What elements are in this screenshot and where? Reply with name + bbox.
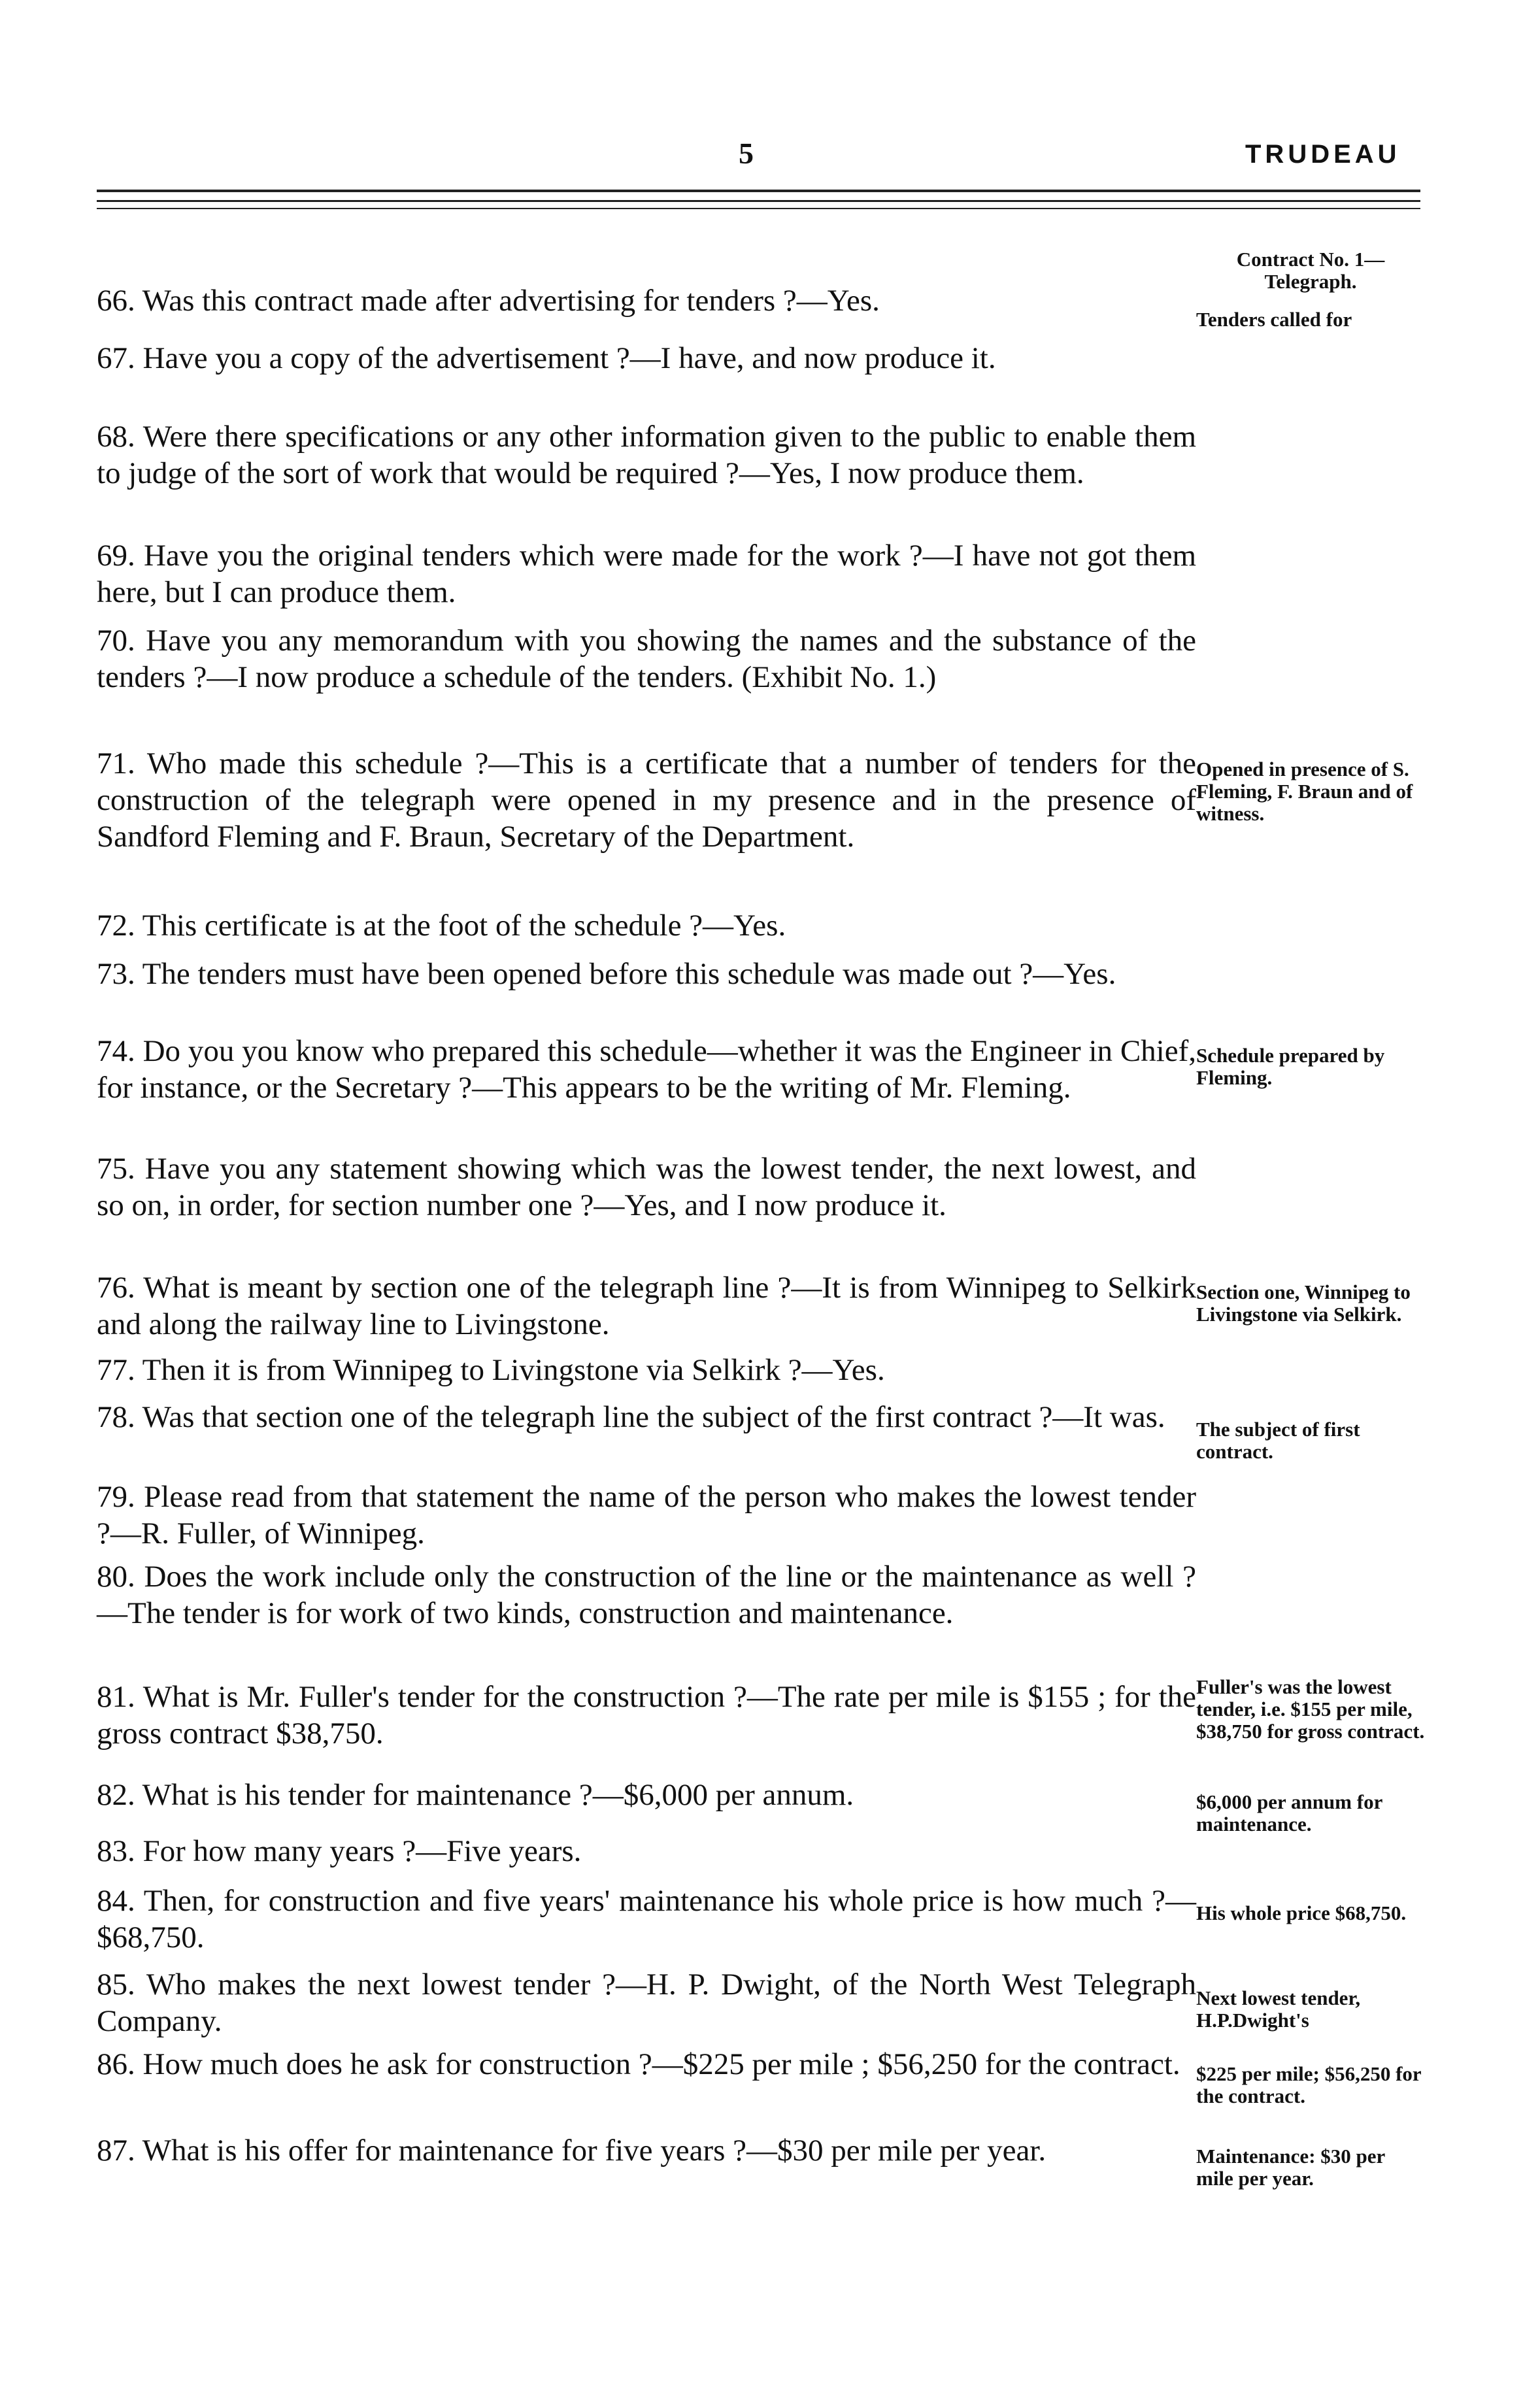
page-number: 5 xyxy=(739,137,754,170)
sidenote-section-one: Section one, Winnipeg to Livingstone via Selkirk. xyxy=(1196,1281,1411,1326)
question-text: For how many years ?—Five years. xyxy=(142,1834,582,1868)
question-number: 71. xyxy=(97,746,135,780)
question-86 xyxy=(97,2046,1196,2083)
question-number: 84. xyxy=(97,1884,135,1918)
sidenote-opened: Opened in presence of S. Fleming, F. Braun and of witness. xyxy=(1196,758,1413,825)
question-text: What is meant by section one of the telegraph line ?—It is from Winnipeg to Selkirk and along the railway line to Livingstone. xyxy=(97,1271,1196,1341)
header-rule xyxy=(97,200,1420,202)
question-text: Was this contract made after advertising for tenders ?—Yes. xyxy=(142,284,880,318)
question-75 xyxy=(97,1150,1196,1224)
question-number: 87. xyxy=(97,2134,135,2168)
question-77 xyxy=(97,1352,1196,1388)
question-number: 78. xyxy=(97,1400,135,1434)
question-number: 70. xyxy=(97,624,135,658)
sidenote-contract-heading: Contract No. 1—Telegraph. xyxy=(1236,248,1385,293)
question-number: 77. xyxy=(97,1353,135,1387)
question-text: Do you you know who prepared this schedule—whether it was the Engineer in Chief, for instance, or the Secretary ?—This appears to be the writing of Mr. Fleming. xyxy=(97,1034,1196,1105)
question-text: Who made this schedule ?—This is a certificate that a number of tenders for the construction of the telegraph were opened in my presence and in the presence of Sandford Fleming and F. Braun, Secretary of the Department. xyxy=(97,746,1197,854)
question-number: 75. xyxy=(97,1152,135,1186)
question-text: Does the work include only the construction of the line or the maintenance as well ?—The tender is for work of two kinds, construction and maintenance. xyxy=(97,1560,1196,1630)
question-text: What is his tender for maintenance ?—$6,000 per annum. xyxy=(142,1778,854,1812)
question-85 xyxy=(97,1966,1196,2039)
question-text: What is Mr. Fuller's tender for the construction ?—The rate per mile is $155 ; for the gross contract $38,750. xyxy=(97,1680,1196,1750)
question-text: Was that section one of the telegraph line the subject of the first contract ?—It was. xyxy=(142,1400,1165,1434)
header-rule xyxy=(97,208,1420,209)
question-text: What is his offer for maintenance for five years ?—$30 per mile per year. xyxy=(142,2134,1046,2168)
question-number: 66. xyxy=(97,284,135,318)
question-71 xyxy=(97,745,1196,855)
question-84 xyxy=(97,1883,1196,1956)
question-number: 82. xyxy=(97,1778,135,1812)
question-74 xyxy=(97,1033,1196,1106)
sidenote-dwight-price: $225 per mile; $56,250 for the contract. xyxy=(1196,2062,1422,2107)
question-76 xyxy=(97,1269,1196,1343)
question-number: 85. xyxy=(97,1968,135,2001)
question-67 xyxy=(97,340,1196,377)
question-66 xyxy=(97,282,1196,319)
question-number: 69. xyxy=(97,539,135,573)
question-87 xyxy=(97,2132,1196,2169)
question-78 xyxy=(97,1399,1196,1435)
question-number: 83. xyxy=(97,1834,135,1868)
question-83 xyxy=(97,1833,1196,1869)
question-number: 68. xyxy=(97,420,135,454)
sidenote-maintenance: $6,000 per annum for maintenance. xyxy=(1196,1790,1382,1835)
question-81 xyxy=(97,1679,1196,1752)
header-rule xyxy=(97,190,1420,192)
question-text: Were there specifications or any other information given to the public to enable them to judge of the sort of work that would be required ?—Yes, I now produce them. xyxy=(97,420,1197,490)
running-head: TRUDEAU xyxy=(1245,140,1401,169)
question-number: 80. xyxy=(97,1560,135,1594)
question-text: Then, for construction and five years' maintenance his whole price is how much ?—$68,750. xyxy=(97,1884,1197,1954)
sidenote-dwight-maintenance: Maintenance: $30 per mile per year. xyxy=(1196,2145,1385,2190)
sidenote-schedule: Schedule prepared by Fleming. xyxy=(1196,1044,1385,1089)
question-72 xyxy=(97,907,1196,944)
sidenote-tenders-called: Tenders called for xyxy=(1196,308,1352,331)
question-82 xyxy=(97,1777,1196,1813)
question-text: Then it is from Winnipeg to Livingstone via Selkirk ?—Yes. xyxy=(142,1353,885,1387)
question-80 xyxy=(97,1558,1196,1632)
question-73 xyxy=(97,956,1196,992)
question-number: 72. xyxy=(97,909,135,943)
question-number: 74. xyxy=(97,1034,135,1068)
sidenote-fuller: Fuller's was the lowest tender, i.e. $155 per mile, $38,750 for gross contract. xyxy=(1196,1675,1425,1743)
sidenote-first-contract: The subject of first contract. xyxy=(1196,1418,1360,1463)
question-79 xyxy=(97,1479,1196,1552)
question-number: 67. xyxy=(97,341,135,375)
question-text: Have you the original tenders which were made for the work ?—I have not got them here, but I can produce them. xyxy=(97,539,1197,609)
question-number: 81. xyxy=(97,1680,135,1714)
question-68 xyxy=(97,418,1196,492)
question-text: The tenders must have been opened before this schedule was made out ?—Yes. xyxy=(142,957,1116,991)
question-text: Have you a copy of the advertisement ?—I have, and now produce it. xyxy=(142,341,996,375)
question-text: Have you any statement showing which was the lowest tender, the next lowest, and so on, in order, for section number one ?—Yes, and I now produce it. xyxy=(97,1152,1197,1222)
sidenote-whole-price: His whole price $68,750. xyxy=(1196,1901,1407,1924)
question-number: 73. xyxy=(97,957,135,991)
sidenote-next-lowest: Next lowest tender, H.P.Dwight's xyxy=(1196,1986,1361,2032)
question-number: 76. xyxy=(97,1271,135,1305)
question-69 xyxy=(97,537,1196,611)
question-text: Who makes the next lowest tender ?—H. P. Dwight, of the North West Telegraph Company. xyxy=(97,1968,1196,2038)
question-text: Please read from that statement the name of the person who makes the lowest tender ?—R. Fuller, of Winnipeg. xyxy=(97,1480,1197,1550)
question-70 xyxy=(97,622,1196,695)
question-number: 79. xyxy=(97,1480,135,1514)
question-text: How much does he ask for construction ?—$225 per mile ; $56,250 for the contract. xyxy=(142,2047,1180,2081)
question-number: 86. xyxy=(97,2047,135,2081)
question-text: Have you any memorandum with you showing the names and the substance of the tenders ?—I now produce a schedule of the tenders. (Exhibit No. 1.) xyxy=(97,624,1197,694)
question-text: This certificate is at the foot of the schedule ?—Yes. xyxy=(142,909,786,943)
